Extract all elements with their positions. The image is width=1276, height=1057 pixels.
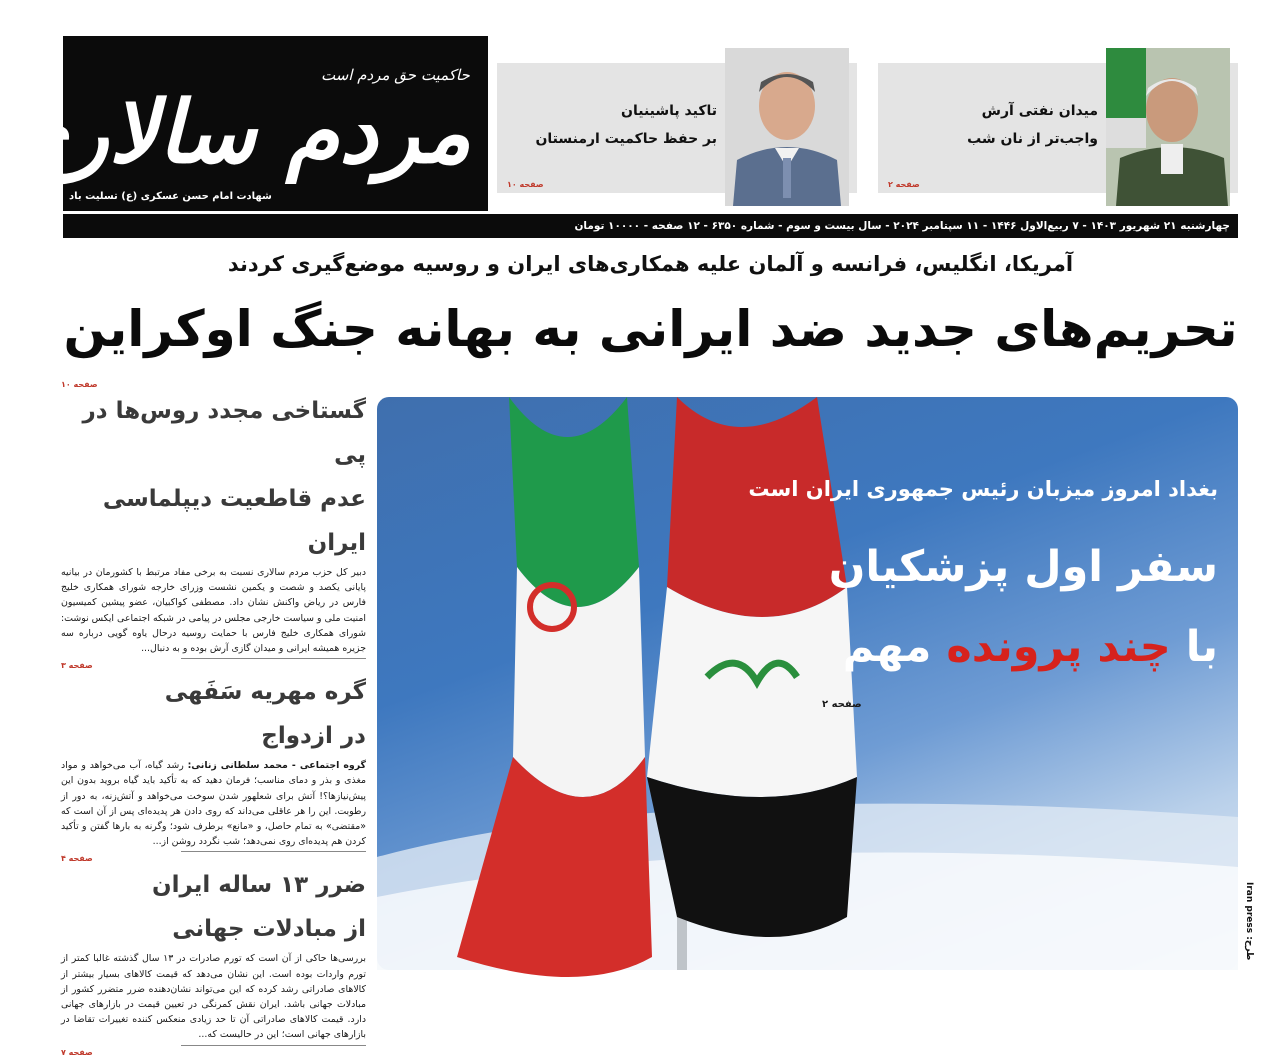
teaser-line-1: تاکید پاشینیان xyxy=(621,103,717,119)
photo-credit: طرح: Iran press xyxy=(1244,881,1254,960)
teaser-pashinyan[interactable] xyxy=(497,63,857,193)
main-photo-flags[interactable] xyxy=(377,397,1238,970)
teaser-line-2: واجب‌تر از نان شب xyxy=(967,131,1098,147)
photo-page-ref[interactable]: صفحه ۲ xyxy=(822,699,862,710)
story-title: گره مهریه سَفَهی xyxy=(164,679,366,706)
story-title: از مبادلات جهانی xyxy=(172,916,366,943)
photo-kicker: بغداد امروز میزبان رئیس جمهوری ایران است xyxy=(748,477,1218,501)
story-body: دبیر کل حزب مردم سالاری نسبت به برخی مفاد مرتبط با کشورمان در بیانیه پایانی یکصد و شصت و یکمین نشست وزرای خارجه شورای همکاری خلیج فارس در ریاض واکنش نشان داد. مصطفی کواکبیان، عضو پیشین کمیسیون امنیت ملی و سیاست خارجی مجلس در پیامی در شبکه اجتماعی ایکس نوشت: شورای همکاری خلیج فارس با حمایت روسیه درحال یاوه گویی درباره سه جزیره همیشه ایرانی و میدان گازی آرش بوده و به دنبال... xyxy=(61,567,366,655)
teaser-page-ref[interactable]: صفحه ۲ xyxy=(888,180,920,189)
story-text: رشد گیاه، آب می‌خواهد و مواد مغذی و بذر و دمای مناسب؛ فرمان دهید که به تأکید باید گیاه بروید بدون این پیش‌نیازها؟! آتش برای شعلهور شدن سوخت می‌خواهد و آتش‌زنه، به دور از رطوبت. این را هر عاقلی می‌داند که روی دادن هر پدیده‌ای پس از آن است که «مقتضی» به تمام حاصل، و «مانع» برطرف شود؛ وگرنه به بارها گفتن و تأکید کردن هم پدیده‌ای روی نمی‌دهد؛ شب نگردد روشن از... xyxy=(61,760,366,848)
photo-headline-line-2[interactable] xyxy=(843,622,1218,672)
teaser-text xyxy=(507,97,717,153)
page-ref[interactable]: صفحه ۴ xyxy=(61,854,93,864)
masthead xyxy=(0,36,488,211)
teaser-line-2: بر حفظ حاکمیت ارمنستان xyxy=(535,131,717,147)
issue-date-bar: چهارشنبه ۲۱ شهریور ۱۴۰۳ - ۷ ربیع‌الاول ۱۴۴۶ - ۱۱ سپتامبر ۲۰۲۴ - سال بیست و سوم - شماره ۶۳۵۰ - ۱۲ صفحه - ۱۰۰۰۰ تومان xyxy=(63,214,1238,238)
newspaper-logo[interactable]: مردم سالاری xyxy=(0,82,471,183)
story-dowry[interactable] xyxy=(61,670,366,849)
divider xyxy=(181,658,366,659)
headline-word: با xyxy=(1170,622,1218,672)
story-russia[interactable] xyxy=(61,389,366,656)
page-ref[interactable]: صفحه ۷ xyxy=(61,1047,93,1057)
teaser-line-1: میدان نفتی آرش xyxy=(981,103,1098,119)
page-ref[interactable]: صفحه ۳ xyxy=(61,661,93,671)
headline-highlight: چند پرونده xyxy=(946,622,1171,672)
story-title: گستاخی مجدد روس‌ها در پی xyxy=(82,398,366,468)
story-author: گروه اجتماعی - محمد سلطانی زنانی: xyxy=(187,760,367,772)
story-title: در ازدواج xyxy=(261,723,366,750)
page-ref[interactable]: صفحه ۱۰ xyxy=(61,380,98,389)
teaser-page-ref[interactable]: صفحه ۱۰ xyxy=(507,180,544,189)
teaser-oil-field[interactable] xyxy=(878,63,1238,193)
story-trade-loss[interactable] xyxy=(61,863,366,1042)
headline-word: مهم xyxy=(842,622,947,672)
divider xyxy=(181,1045,366,1046)
portrait-icon xyxy=(1106,48,1230,206)
teaser-text xyxy=(888,97,1098,153)
headline-kicker: آمریکا، انگلیس، فرانسه و آلمان علیه همکاری‌های ایران و روسیه موضع‌گیری کردند xyxy=(227,252,1074,276)
story-title: عدم قاطعیت دیپلماسی ایران xyxy=(102,486,366,556)
main-headline[interactable]: تحریم‌های جدید ضد ایرانی به بهانه جنگ اوکراین xyxy=(63,300,1238,358)
teaser-photo-pashinyan xyxy=(725,48,849,206)
masthead-tagline: حاکمیت حق مردم است xyxy=(321,66,470,84)
side-column xyxy=(61,380,366,1057)
teaser-photo-commander xyxy=(1106,48,1230,206)
portrait-icon xyxy=(725,48,849,206)
story-body: بررسی‌ها حاکی از آن است که تورم صادرات در ۱۳ سال گذشته غالبا کمتر از تورم واردات بوده است. این نشان می‌دهد که قیمت کالاهای بسیار بیشتر از کالاهای صادراتی رشد کرده که این می‌تواند نشان‌دهنده ضرر متضرر کشور از مبادلات جهانی باشد. ایران نقش کمرنگی در تعیین قیمت در بازارهای جهانی دارد. قیمت کالاهای صادراتی آن تا حد زیادی منعکس کننده تغییرات تقاضا در بازارهای جهانی است؛ این در حالیست که... xyxy=(61,953,366,1041)
divider xyxy=(181,851,366,852)
masthead-condolence: شهادت امام حسن عسکری (ع) تسلیت باد xyxy=(69,191,272,202)
story-title: ضرر ۱۳ ساله ایران xyxy=(151,872,366,899)
photo-headline-line-1[interactable]: سفر اول پزشکیان xyxy=(828,542,1218,592)
story-body xyxy=(61,758,366,849)
